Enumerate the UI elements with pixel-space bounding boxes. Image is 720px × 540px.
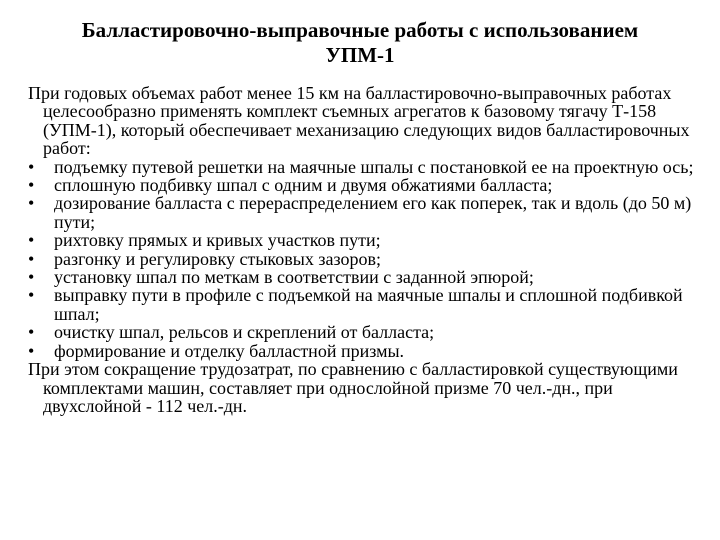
list-item bbox=[28, 158, 700, 176]
intro-paragraph: При годовых объемах работ менее 15 км на балластировочно-выправочных работах целесообразно применять комплект съемных агрегатов к базовому тягачу Т-158 (УПМ-1), который обеспечивает механизацию следующих видов балластировочных работ: bbox=[28, 83, 690, 159]
list-item-text: разгонку и регулировку стыковых зазоров; bbox=[54, 248, 381, 269]
work-types-list bbox=[28, 158, 700, 360]
list-item-text: дозирование балласта с перераспределением его как поперек, так и вдоль (до 50 м) пути; bbox=[54, 193, 692, 232]
list-item bbox=[28, 268, 700, 286]
bullet-icon: • bbox=[28, 175, 35, 196]
conclusion-paragraph: При этом сокращение трудозатрат, по сравнению с балластировкой существующими комплектами машин, составляет при однослойной призме 70 чел.-дн., при двухслойной - 112 чел.-дн. bbox=[28, 359, 678, 416]
bullet-icon: • bbox=[28, 322, 35, 343]
list-item bbox=[28, 286, 700, 323]
list-item bbox=[28, 231, 700, 249]
bullet-icon: • bbox=[28, 230, 35, 251]
slide-title bbox=[20, 18, 700, 68]
slide-title-line-2: УПМ-1 bbox=[325, 43, 395, 67]
list-item bbox=[28, 250, 700, 268]
bullet-icon: • bbox=[28, 156, 35, 177]
list-item bbox=[28, 342, 700, 360]
slide-body bbox=[28, 84, 700, 415]
slide-title-line-1: Балластировочно-выправочные работы с использованием bbox=[81, 18, 639, 42]
list-item-text: формирование и отделку балластной призмы. bbox=[54, 340, 405, 361]
list-item-text: установку шпал по меткам в соответствии с заданной эпюрой; bbox=[54, 267, 534, 288]
bullet-icon: • bbox=[28, 340, 35, 361]
list-item-text: подъемку путевой решетки на маячные шпалы с постановкой ее на проектную ось; bbox=[54, 156, 694, 177]
bullet-icon: • bbox=[28, 285, 35, 306]
list-item bbox=[28, 194, 700, 231]
bullet-icon: • bbox=[28, 248, 35, 269]
list-item-text: очистку шпал, рельсов и скреплений от балласта; bbox=[54, 322, 435, 343]
bullet-icon: • bbox=[28, 267, 35, 288]
bullet-icon: • bbox=[28, 193, 35, 214]
list-item bbox=[28, 176, 700, 194]
list-item bbox=[28, 323, 700, 341]
list-item-text: выправку пути в профиле с подъемкой на маячные шпалы и сплошной подбивкой шпал; bbox=[54, 285, 683, 324]
list-item-text: рихтовку прямых и кривых участков пути; bbox=[54, 230, 381, 251]
list-item-text: сплошную подбивку шпал с одним и двумя обжатиями балласта; bbox=[54, 175, 553, 196]
